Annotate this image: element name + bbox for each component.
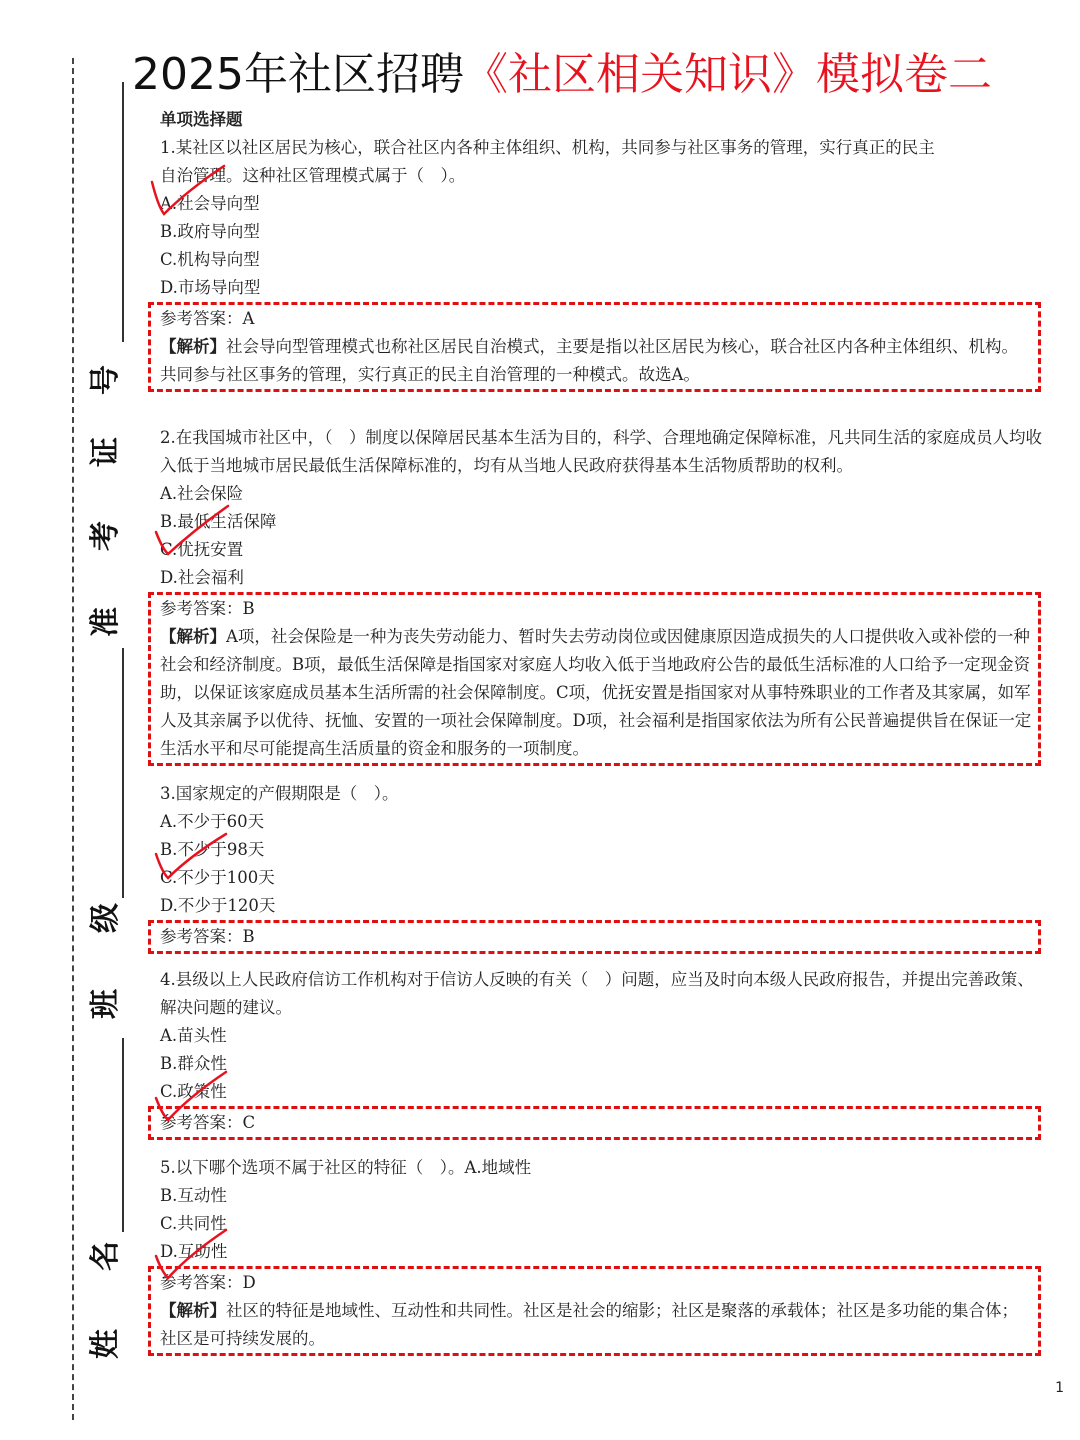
q2-analysis-text: A项，社会保险是一种为丧失劳动能力、暂时失去劳动岗位或因健康原因造成损失的人口提供收入或补偿的一种社会和经济制度。B项，最低生活保障是指国家对家庭人均收入低于当地政府公告的最低生活标准的人口给予一定现金资助，以保证该家庭成员基本生活所需的社会保障制度。C项，优抚安置是指国家对从事特殊职业的工作者及其家属，如军人及其亲属予以优待、抚恤、安置的一项社会保障制度。D项，社会福利是指国家依法为所有公民普遍提供旨在保证一定生活水平和尽可能提高生活质量的资金和服务的一项制度。 [160,627,1032,758]
binder-line-lower [122,1038,124,1232]
q5-analysis-text: 社区的特征是地域性、互动性和共同性。社区是社会的缩影；社区是聚落的承载体；社区是多功能的集合体；社区是可持续发展的。 [160,1301,1018,1348]
q1-analysis-tag: 【解析】 [160,337,226,356]
q3-option-c: C.不少于100天 [160,868,275,887]
q1-analysis [160,333,1032,389]
q3-option-b: B.不少于98天 [160,840,265,859]
q1-answer: 参考答案：A [160,309,255,328]
exam-content [160,106,1050,1356]
q4-check-mark-icon [150,1068,230,1124]
q1-option-d: D.市场导向型 [160,278,261,297]
q4-option-c: C.政策性 [160,1082,227,1101]
binder-line-top [122,82,124,342]
q5-option-d: D.互助性 [160,1242,228,1261]
q2-option-a: A.社会保险 [160,484,244,503]
q5-answer-box [148,1266,1041,1356]
q4-answer-box [148,1106,1041,1140]
q4-answer: 参考答案：C [160,1113,256,1132]
q2-option-d: D.社会福利 [160,568,244,587]
q5-check-mark-icon [150,1226,230,1282]
q2-option-b: B.最低生活保障 [160,512,277,531]
q3-option-a: A.不少于60天 [160,812,265,831]
q1-answer-box [148,302,1041,392]
q5-answer: 参考答案：D [160,1273,256,1292]
q4-option-a: A.苗头性 [160,1026,227,1045]
q3-answer-box [148,920,1041,954]
q1-option-c: C.机构导向型 [160,250,260,269]
q1-option-a: A.社会导向型 [160,194,260,213]
q3-option-d: D.不少于120天 [160,896,276,915]
binder-line-middle [122,648,124,898]
q1-stem-line2: 自治管理。这种社区管理模式属于（ ）。 [160,166,466,185]
q5-analysis-tag: 【解析】 [160,1301,226,1320]
q5-option-b: B.互动性 [160,1186,227,1205]
q2-analysis-tag: 【解析】 [160,627,226,646]
q1-analysis-text: 社会导向型管理模式也称社区居民自治模式，主要是指以社区居民为核心，联合社区内各种主体组织、机构。共同参与社区事务的管理，实行真正的民主自治管理的一种模式。故选A。 [160,337,1018,384]
q2-answer-box [148,592,1041,766]
q5-option-c: C.共同性 [160,1214,227,1233]
section-label: 单项选择题 [160,110,243,129]
q2-option-c: C.优抚安置 [160,540,244,559]
binder-char-hao: 号 [88,365,123,395]
title-year-part: 2025年社区招聘 [132,49,464,100]
q3-check-mark-icon [150,830,230,882]
binder-char-zheng: 证 [88,437,123,467]
q5-analysis [160,1297,1032,1353]
q3-stem: 3.国家规定的产假期限是（ ）。 [160,784,399,803]
binder-char-ji: 级 [88,903,123,933]
q2-check-mark-icon [150,502,232,558]
binder-char-xing: 姓 [88,1329,123,1359]
q1-check-mark-icon [148,162,228,218]
page-number: 1 [1055,1380,1064,1396]
q4-option-b: B.群众性 [160,1054,227,1073]
binder-char-kao: 考 [88,521,123,551]
q1-stem-line1: 1.某社区以社区居民为核心，联合社区内各种主体组织、机构，共同参与社区事务的管理，实行真正的民主 [160,138,935,157]
q2-stem: 2.在我国城市社区中，（ ）制度以保障居民基本生活为目的，科学、合理地确定保障标准，凡共同生活的家庭成员人均收入低于当地城市居民最低生活保障标准的，均有从当地人民政府获得基本生活物质帮助的权利。 [160,428,1042,475]
q4-stem: 4.县级以上人民政府信访工作机构对于信访人反映的有关（ ）问题，应当及时向本级人民政府报告，并提出完善政策、解决问题的建议。 [160,970,1034,1017]
q5-stem: 5.以下哪个选项不属于社区的特征（ ）。A.地域性 [160,1158,532,1177]
binder-char-zhun: 准 [88,607,123,637]
binder-char-ban: 班 [88,989,123,1019]
binding-dashed-line [72,58,74,1420]
q2-analysis [160,623,1032,763]
q1-option-b: B.政府导向型 [160,222,260,241]
title-exam-part: 《社区相关知识》模拟卷二 [463,49,992,100]
page-title [132,38,992,102]
binder-char-ming: 名 [88,1241,123,1271]
q3-answer: 参考答案：B [160,927,255,946]
q2-answer: 参考答案：B [160,599,255,618]
